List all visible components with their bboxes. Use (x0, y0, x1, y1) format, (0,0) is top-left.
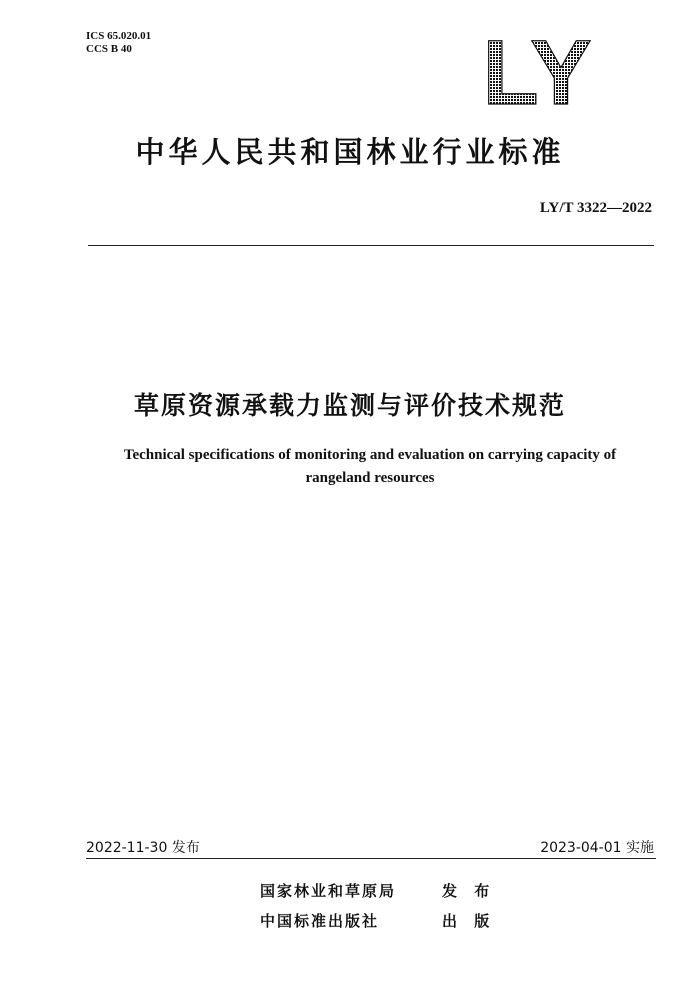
english-title-line-1: Technical specifications of monitoring and evaluation on carrying capacity of (123, 447, 617, 463)
press-name: 中国标准出版社 (260, 912, 380, 930)
press-role: 出 版 (442, 912, 496, 930)
english-title-line-2: rangeland resources (305, 470, 435, 486)
ccs-code: CCS B 40 (86, 43, 132, 55)
classification-codes (86, 30, 151, 56)
issue-date: 2022-11-30 发布 (86, 840, 200, 856)
bottom-divider (86, 858, 656, 859)
ly-logo-text: LY (482, 30, 592, 110)
document-number: LY/T 3322—2022 (539, 200, 652, 216)
chinese-title: 草原资源承载力监测与评价技术规范 (133, 391, 566, 420)
standard-title: 中华人民共和国林业行业标准 (135, 135, 565, 169)
top-divider (88, 245, 654, 246)
ics-code: ICS 65.020.01 (86, 30, 152, 42)
publisher-name: 国家林业和草原局 (260, 882, 397, 900)
implementation-date: 2023-04-01 实施 (540, 840, 654, 856)
ly-logo (472, 30, 602, 110)
publisher-role: 发 布 (442, 882, 496, 900)
english-title (80, 444, 660, 490)
